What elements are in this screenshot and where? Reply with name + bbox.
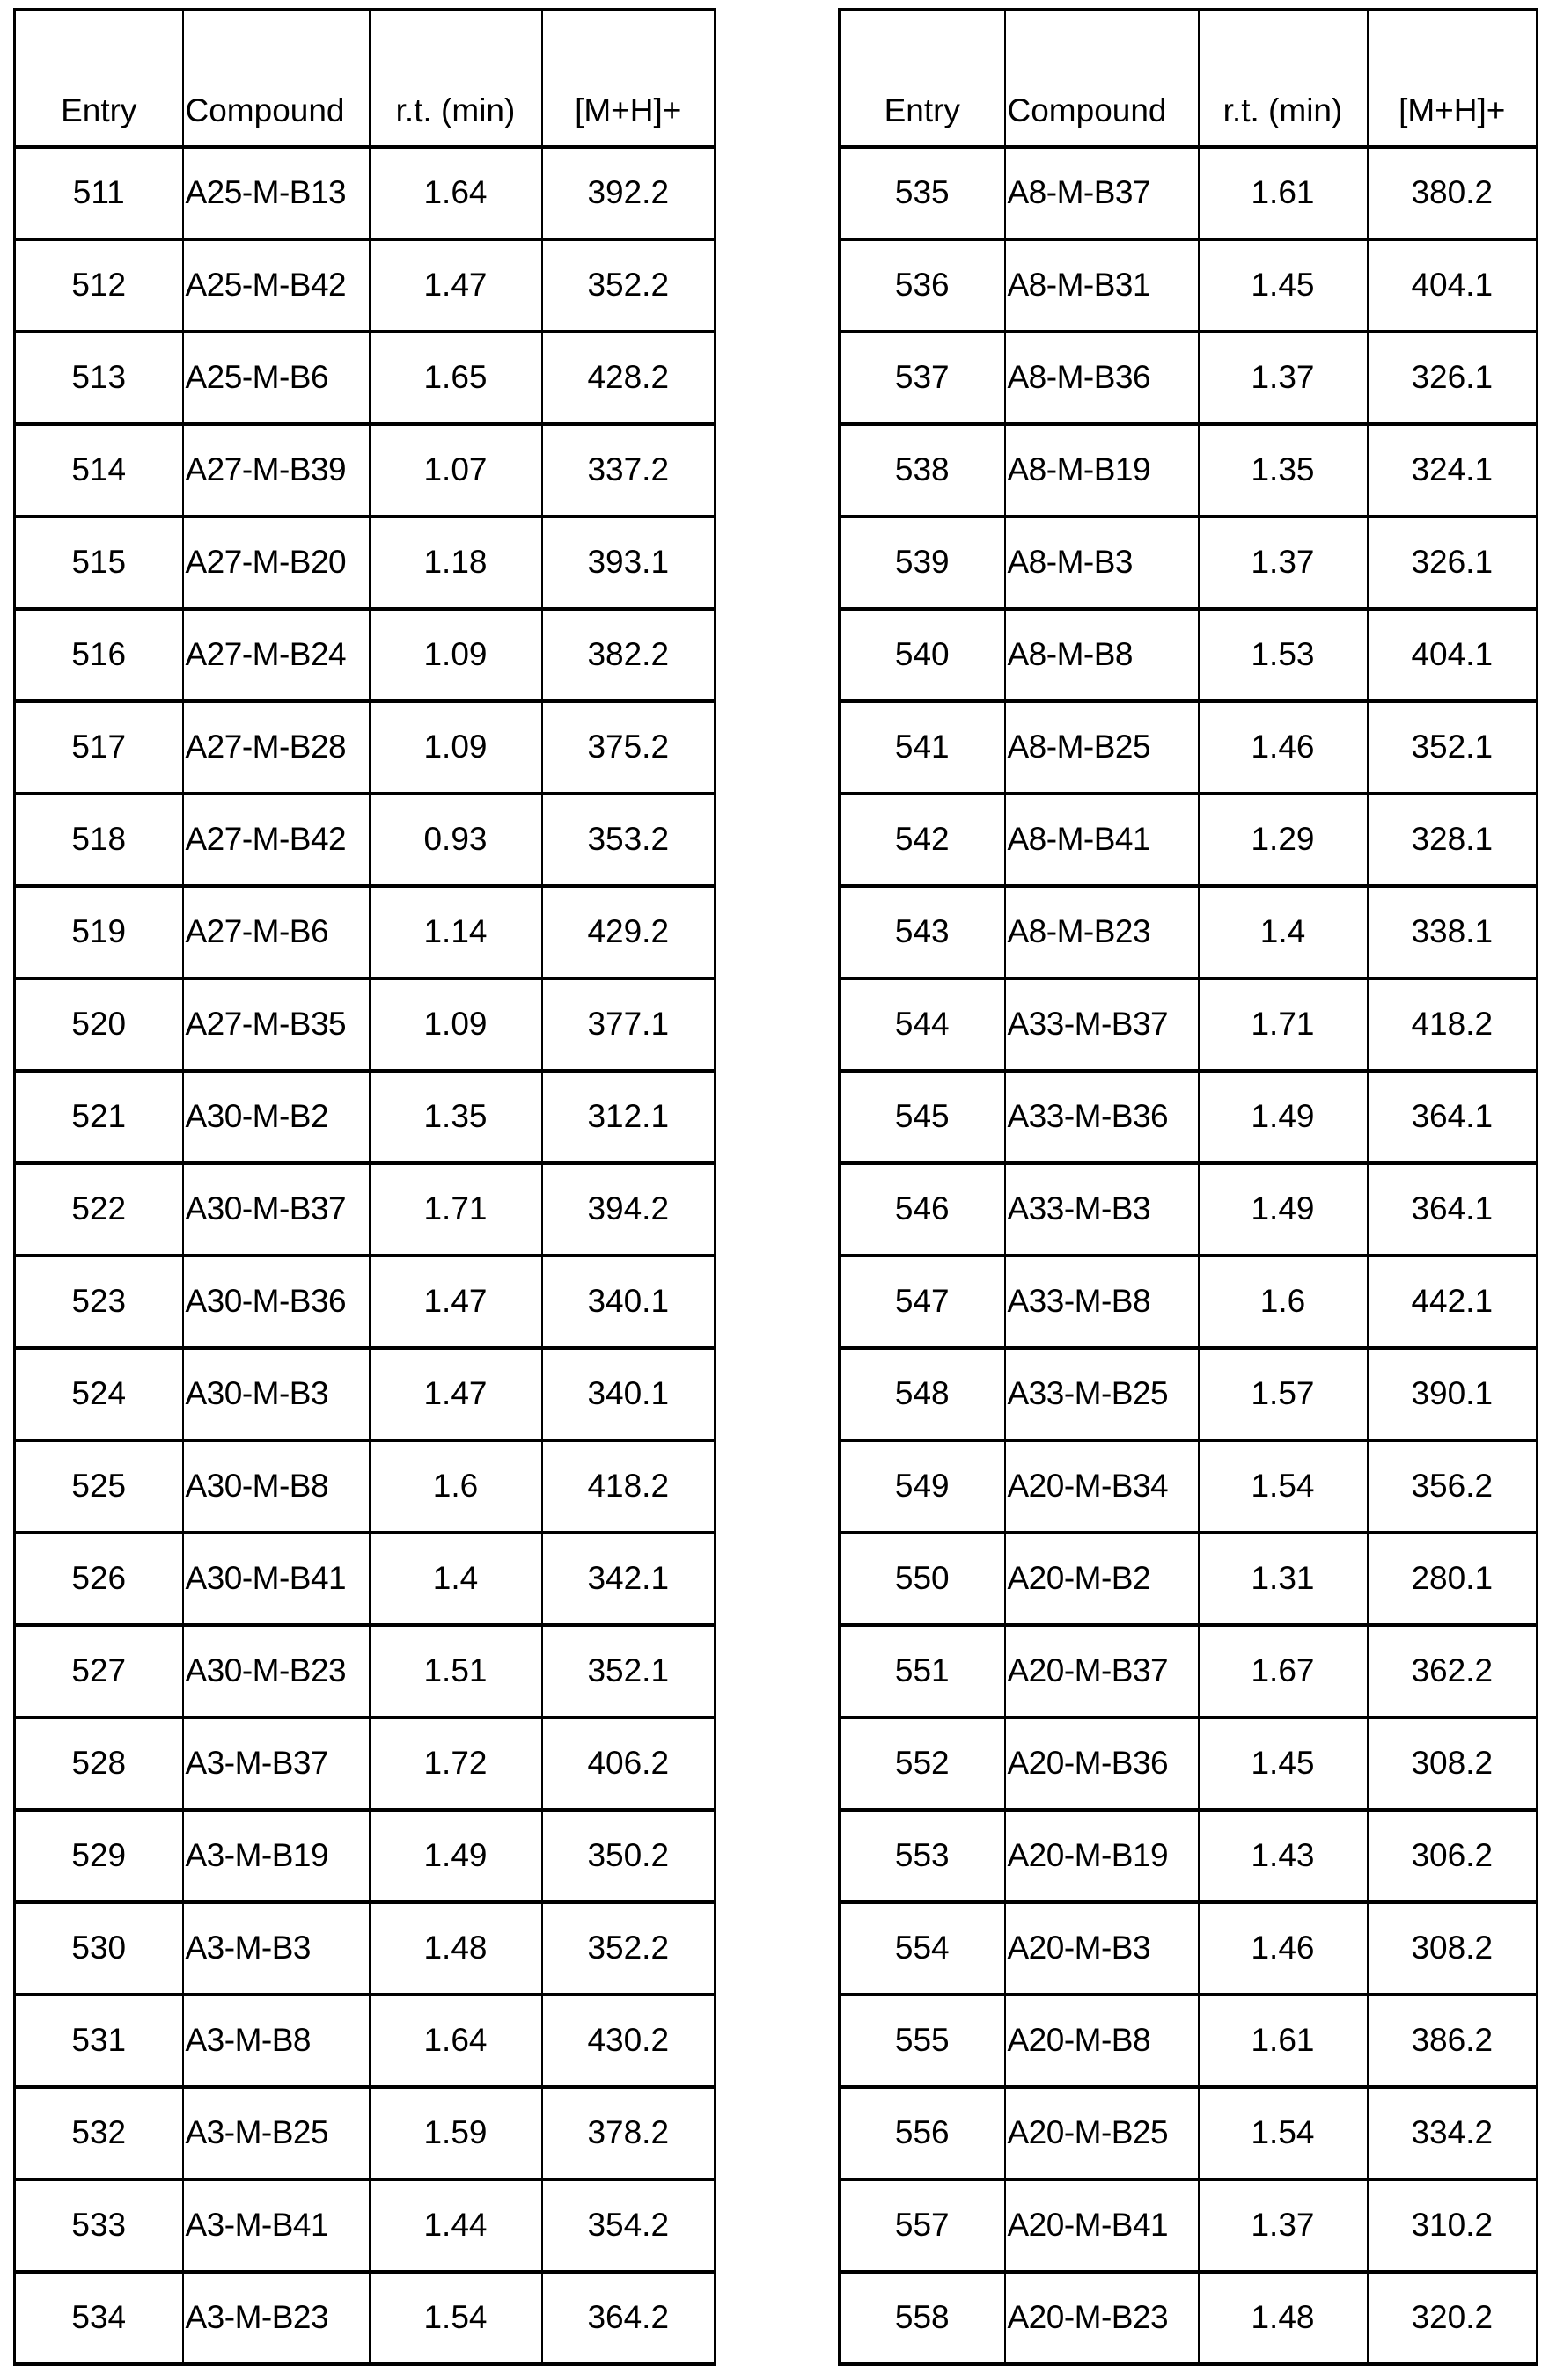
table-row: [840, 1625, 1538, 1717]
compound-cell: A27-M-B28: [183, 701, 370, 794]
compound-cell: A8-M-B41: [1005, 794, 1199, 886]
retention-time-cell: 1.54: [1199, 1440, 1368, 1533]
entry-cell: 519: [15, 886, 183, 978]
table-row: [840, 1256, 1538, 1348]
retention-time-cell: 1.45: [1199, 239, 1368, 332]
compound-cell: A8-M-B19: [1005, 424, 1199, 516]
header-compound: Compound: [183, 10, 370, 147]
entry-cell: 548: [840, 1348, 1005, 1440]
compound-cell: A8-M-B31: [1005, 239, 1199, 332]
mass-cell: 364.1: [1368, 1071, 1538, 1163]
compound-cell: A20-M-B23: [1005, 2272, 1199, 2364]
table-row: [15, 424, 716, 516]
table-row: [15, 886, 716, 978]
table-row: [840, 2087, 1538, 2179]
table-row: [15, 1995, 716, 2087]
entry-cell: 540: [840, 609, 1005, 701]
retention-time-cell: 1.18: [370, 516, 542, 609]
table-row: [840, 886, 1538, 978]
mass-cell: 356.2: [1368, 1440, 1538, 1533]
entry-cell: 544: [840, 978, 1005, 1071]
retention-time-cell: 1.37: [1199, 332, 1368, 424]
table-row: [15, 2272, 716, 2364]
mass-cell: 362.2: [1368, 1625, 1538, 1717]
header-mass: [M+H]+: [1368, 10, 1538, 147]
compound-cell: A8-M-B37: [1005, 147, 1199, 239]
compound-cell: A3-M-B19: [183, 1810, 370, 1902]
compound-cell: A20-M-B25: [1005, 2087, 1199, 2179]
mass-cell: 324.1: [1368, 424, 1538, 516]
compound-cell: A20-M-B36: [1005, 1717, 1199, 1810]
retention-time-cell: 1.48: [1199, 2272, 1368, 2364]
compound-cell: A33-M-B37: [1005, 978, 1199, 1071]
compound-cell: A25-M-B6: [183, 332, 370, 424]
mass-cell: 418.2: [1368, 978, 1538, 1071]
retention-time-cell: 1.64: [370, 1995, 542, 2087]
table-row: [15, 1625, 716, 1717]
table-row: [15, 516, 716, 609]
table-row: [15, 701, 716, 794]
table-row: [840, 2179, 1538, 2272]
mass-cell: 320.2: [1368, 2272, 1538, 2364]
retention-time-cell: 1.09: [370, 609, 542, 701]
retention-time-cell: 1.09: [370, 701, 542, 794]
retention-time-cell: 1.44: [370, 2179, 542, 2272]
mass-cell: 375.2: [542, 701, 716, 794]
retention-time-cell: 1.14: [370, 886, 542, 978]
entry-cell: 511: [15, 147, 183, 239]
entry-cell: 512: [15, 239, 183, 332]
compound-cell: A30-M-B3: [183, 1348, 370, 1440]
table-row: [840, 424, 1538, 516]
entry-cell: 527: [15, 1625, 183, 1717]
table-row: [15, 2179, 716, 2272]
table-row: [840, 1071, 1538, 1163]
compound-cell: A20-M-B3: [1005, 1902, 1199, 1995]
table-row: [840, 701, 1538, 794]
mass-cell: 308.2: [1368, 1717, 1538, 1810]
compound-cell: A30-M-B36: [183, 1256, 370, 1348]
table-row: [840, 1533, 1538, 1625]
mass-cell: 326.1: [1368, 332, 1538, 424]
header-row: [15, 10, 716, 147]
compound-cell: A20-M-B37: [1005, 1625, 1199, 1717]
compound-cell: A8-M-B3: [1005, 516, 1199, 609]
retention-time-cell: 1.35: [370, 1071, 542, 1163]
table-row: [840, 332, 1538, 424]
mass-cell: 364.1: [1368, 1163, 1538, 1256]
retention-time-cell: 1.49: [1199, 1071, 1368, 1163]
table-row: [840, 1810, 1538, 1902]
compound-cell: A25-M-B42: [183, 239, 370, 332]
table-row: [15, 609, 716, 701]
entry-cell: 538: [840, 424, 1005, 516]
mass-cell: 364.2: [542, 2272, 716, 2364]
retention-time-cell: 1.71: [1199, 978, 1368, 1071]
mass-cell: 377.1: [542, 978, 716, 1071]
mass-cell: 310.2: [1368, 2179, 1538, 2272]
mass-cell: 430.2: [542, 1995, 716, 2087]
compound-cell: A33-M-B3: [1005, 1163, 1199, 1256]
compound-cell: A20-M-B8: [1005, 1995, 1199, 2087]
compound-cell: A8-M-B23: [1005, 886, 1199, 978]
retention-time-cell: 1.46: [1199, 1902, 1368, 1995]
retention-time-cell: 1.35: [1199, 424, 1368, 516]
table-row: [15, 1163, 716, 1256]
entry-cell: 546: [840, 1163, 1005, 1256]
retention-time-cell: 1.61: [1199, 147, 1368, 239]
mass-cell: 404.1: [1368, 609, 1538, 701]
retention-time-cell: 1.47: [370, 239, 542, 332]
mass-cell: 334.2: [1368, 2087, 1538, 2179]
mass-cell: 352.2: [542, 239, 716, 332]
compound-cell: A3-M-B41: [183, 2179, 370, 2272]
retention-time-cell: 1.72: [370, 1717, 542, 1810]
compound-cell: A27-M-B24: [183, 609, 370, 701]
retention-time-cell: 1.4: [1199, 886, 1368, 978]
retention-time-cell: 1.51: [370, 1625, 542, 1717]
mass-cell: 352.1: [542, 1625, 716, 1717]
header-entry: Entry: [840, 10, 1005, 147]
retention-time-cell: 1.61: [1199, 1995, 1368, 2087]
header-retention-time: r.t. (min): [1199, 10, 1368, 147]
compound-cell: A30-M-B8: [183, 1440, 370, 1533]
retention-time-cell: 1.65: [370, 332, 542, 424]
mass-cell: 350.2: [542, 1810, 716, 1902]
header-compound: Compound: [1005, 10, 1199, 147]
table-row: [15, 239, 716, 332]
compound-cell: A27-M-B35: [183, 978, 370, 1071]
table-row: [15, 2087, 716, 2179]
entry-cell: 531: [15, 1995, 183, 2087]
entry-cell: 520: [15, 978, 183, 1071]
entry-cell: 517: [15, 701, 183, 794]
entry-cell: 530: [15, 1902, 183, 1995]
entry-cell: 513: [15, 332, 183, 424]
mass-cell: 338.1: [1368, 886, 1538, 978]
entry-cell: 522: [15, 1163, 183, 1256]
compound-cell: A30-M-B23: [183, 1625, 370, 1717]
entry-cell: 537: [840, 332, 1005, 424]
compound-cell: A33-M-B25: [1005, 1348, 1199, 1440]
compound-cell: A3-M-B3: [183, 1902, 370, 1995]
header-entry: Entry: [15, 10, 183, 147]
entry-cell: 555: [840, 1995, 1005, 2087]
retention-time-cell: 1.37: [1199, 2179, 1368, 2272]
compound-cell: A33-M-B36: [1005, 1071, 1199, 1163]
mass-cell: 378.2: [542, 2087, 716, 2179]
compound-cell: A3-M-B37: [183, 1717, 370, 1810]
entry-cell: 529: [15, 1810, 183, 1902]
entry-cell: 523: [15, 1256, 183, 1348]
retention-time-cell: 1.47: [370, 1256, 542, 1348]
table-row: [15, 1902, 716, 1995]
compound-cell: A27-M-B42: [183, 794, 370, 886]
entry-cell: 549: [840, 1440, 1005, 1533]
retention-time-cell: 1.59: [370, 2087, 542, 2179]
table-row: [15, 1071, 716, 1163]
compound-cell: A20-M-B41: [1005, 2179, 1199, 2272]
mass-cell: 353.2: [542, 794, 716, 886]
table-row: [15, 1348, 716, 1440]
table-row: [15, 978, 716, 1071]
mass-cell: 308.2: [1368, 1902, 1538, 1995]
entry-cell: 518: [15, 794, 183, 886]
retention-time-cell: 1.07: [370, 424, 542, 516]
retention-time-cell: 1.31: [1199, 1533, 1368, 1625]
mass-cell: 352.1: [1368, 701, 1538, 794]
table-row: [840, 516, 1538, 609]
table-row: [840, 1902, 1538, 1995]
entry-cell: 521: [15, 1071, 183, 1163]
table-row: [840, 794, 1538, 886]
compound-cell: A27-M-B6: [183, 886, 370, 978]
compound-table-right: [838, 8, 1538, 2366]
entry-cell: 556: [840, 2087, 1005, 2179]
table-row: [15, 1533, 716, 1625]
mass-cell: 406.2: [542, 1717, 716, 1810]
retention-time-cell: 0.93: [370, 794, 542, 886]
mass-cell: 340.1: [542, 1256, 716, 1348]
mass-cell: 442.1: [1368, 1256, 1538, 1348]
table-row: [840, 1717, 1538, 1810]
retention-time-cell: 1.45: [1199, 1717, 1368, 1810]
mass-cell: 340.1: [542, 1348, 716, 1440]
table-row: [840, 1163, 1538, 1256]
retention-time-cell: 1.64: [370, 147, 542, 239]
header-row: [840, 10, 1538, 147]
entry-cell: 525: [15, 1440, 183, 1533]
mass-cell: 280.1: [1368, 1533, 1538, 1625]
retention-time-cell: 1.47: [370, 1348, 542, 1440]
entry-cell: 532: [15, 2087, 183, 2179]
mass-cell: 352.2: [542, 1902, 716, 1995]
compound-cell: A30-M-B2: [183, 1071, 370, 1163]
compound-cell: A20-M-B34: [1005, 1440, 1199, 1533]
header-retention-time: r.t. (min): [370, 10, 542, 147]
entry-cell: 545: [840, 1071, 1005, 1163]
retention-time-cell: 1.49: [1199, 1163, 1368, 1256]
compound-cell: A3-M-B23: [183, 2272, 370, 2364]
table-row: [840, 1995, 1538, 2087]
table-row: [840, 1348, 1538, 1440]
mass-cell: 326.1: [1368, 516, 1538, 609]
table-body-right: [840, 147, 1538, 2364]
mass-cell: 390.1: [1368, 1348, 1538, 1440]
retention-time-cell: 1.57: [1199, 1348, 1368, 1440]
mass-cell: 328.1: [1368, 794, 1538, 886]
entry-cell: 552: [840, 1717, 1005, 1810]
mass-cell: 306.2: [1368, 1810, 1538, 1902]
compound-cell: A20-M-B2: [1005, 1533, 1199, 1625]
compound-table-left: [13, 8, 716, 2366]
mass-cell: 337.2: [542, 424, 716, 516]
retention-time-cell: 1.6: [1199, 1256, 1368, 1348]
retention-time-cell: 1.4: [370, 1533, 542, 1625]
table-row: [15, 1810, 716, 1902]
entry-cell: 535: [840, 147, 1005, 239]
entry-cell: 516: [15, 609, 183, 701]
retention-time-cell: 1.67: [1199, 1625, 1368, 1717]
entry-cell: 534: [15, 2272, 183, 2364]
mass-cell: 386.2: [1368, 1995, 1538, 2087]
entry-cell: 554: [840, 1902, 1005, 1995]
retention-time-cell: 1.6: [370, 1440, 542, 1533]
entry-cell: 542: [840, 794, 1005, 886]
compound-cell: A8-M-B25: [1005, 701, 1199, 794]
table-row: [15, 794, 716, 886]
mass-cell: 428.2: [542, 332, 716, 424]
table-row: [840, 239, 1538, 332]
mass-cell: 312.1: [542, 1071, 716, 1163]
entry-cell: 553: [840, 1810, 1005, 1902]
compound-cell: A30-M-B37: [183, 1163, 370, 1256]
table-row: [840, 978, 1538, 1071]
retention-time-cell: 1.54: [370, 2272, 542, 2364]
mass-cell: 392.2: [542, 147, 716, 239]
table-row: [840, 1440, 1538, 1533]
table-row: [15, 1440, 716, 1533]
entry-cell: 541: [840, 701, 1005, 794]
table-row: [15, 1256, 716, 1348]
compound-cell: A8-M-B8: [1005, 609, 1199, 701]
mass-cell: 342.1: [542, 1533, 716, 1625]
retention-time-cell: 1.09: [370, 978, 542, 1071]
compound-cell: A30-M-B41: [183, 1533, 370, 1625]
entry-cell: 524: [15, 1348, 183, 1440]
entry-cell: 526: [15, 1533, 183, 1625]
retention-time-cell: 1.71: [370, 1163, 542, 1256]
entry-cell: 550: [840, 1533, 1005, 1625]
table-row: [840, 147, 1538, 239]
mass-cell: 393.1: [542, 516, 716, 609]
table-row: [15, 332, 716, 424]
compound-cell: A27-M-B20: [183, 516, 370, 609]
compound-cell: A33-M-B8: [1005, 1256, 1199, 1348]
entry-cell: 528: [15, 1717, 183, 1810]
compound-cell: A3-M-B8: [183, 1995, 370, 2087]
table-row: [840, 2272, 1538, 2364]
entry-cell: 515: [15, 516, 183, 609]
table-row: [840, 609, 1538, 701]
table-row: [15, 1717, 716, 1810]
compound-cell: A25-M-B13: [183, 147, 370, 239]
compound-cell: A3-M-B25: [183, 2087, 370, 2179]
mass-cell: 404.1: [1368, 239, 1538, 332]
compound-cell: A27-M-B39: [183, 424, 370, 516]
entry-cell: 543: [840, 886, 1005, 978]
entry-cell: 557: [840, 2179, 1005, 2272]
entry-cell: 539: [840, 516, 1005, 609]
entry-cell: 533: [15, 2179, 183, 2272]
mass-cell: 418.2: [542, 1440, 716, 1533]
entry-cell: 536: [840, 239, 1005, 332]
retention-time-cell: 1.54: [1199, 2087, 1368, 2179]
entry-cell: 551: [840, 1625, 1005, 1717]
table-row: [15, 147, 716, 239]
retention-time-cell: 1.49: [370, 1810, 542, 1902]
mass-cell: 394.2: [542, 1163, 716, 1256]
entry-cell: 547: [840, 1256, 1005, 1348]
mass-cell: 380.2: [1368, 147, 1538, 239]
retention-time-cell: 1.43: [1199, 1810, 1368, 1902]
entry-cell: 558: [840, 2272, 1005, 2364]
table-body-left: [15, 147, 716, 2364]
retention-time-cell: 1.37: [1199, 516, 1368, 609]
compound-cell: A20-M-B19: [1005, 1810, 1199, 1902]
compound-cell: A8-M-B36: [1005, 332, 1199, 424]
retention-time-cell: 1.53: [1199, 609, 1368, 701]
mass-cell: 354.2: [542, 2179, 716, 2272]
retention-time-cell: 1.46: [1199, 701, 1368, 794]
retention-time-cell: 1.29: [1199, 794, 1368, 886]
mass-cell: 382.2: [542, 609, 716, 701]
retention-time-cell: 1.48: [370, 1902, 542, 1995]
entry-cell: 514: [15, 424, 183, 516]
header-mass: [M+H]+: [542, 10, 716, 147]
mass-cell: 429.2: [542, 886, 716, 978]
